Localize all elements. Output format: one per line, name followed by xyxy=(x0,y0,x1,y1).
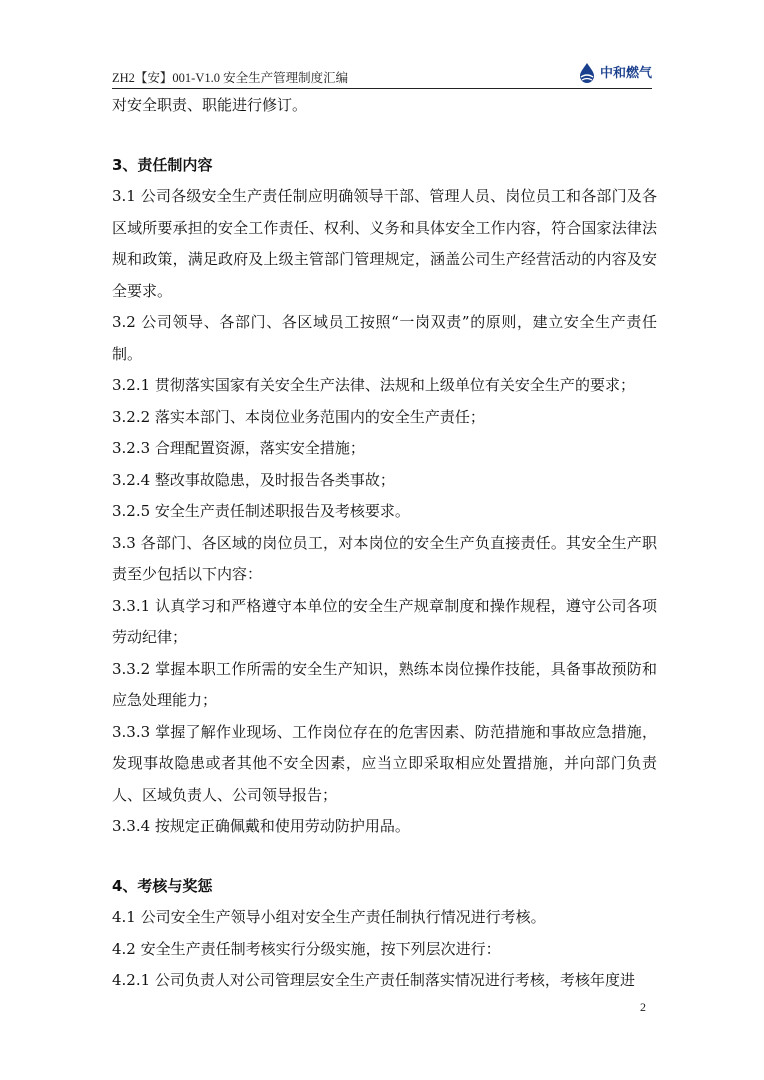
company-logo xyxy=(577,60,652,86)
paragraph: 3.3 各部门、各区域的岗位员工，对本岗位的安全生产负直接责任。其安全生产职责至少包括以下内容： xyxy=(112,533,657,583)
document-title: ZH2【安】001-V1.0 安全生产管理制度汇编 xyxy=(112,71,349,85)
paragraph: 3.3.1 认真学习和严格遵守本单位的安全生产规章制度和操作规程，遵守公司各项劳动纪律； xyxy=(112,596,657,646)
paragraph: 3.2.2 落实本部门、本岗位业务范围内的安全生产责任； xyxy=(112,407,485,426)
section-heading: 4、考核与奖惩 xyxy=(112,876,213,895)
page-number: 2 xyxy=(640,1000,646,1014)
paragraph: 3.2.4 整改事故隐患，及时报告各类事故； xyxy=(112,470,395,489)
paragraph: 3.2 公司领导、各部门、各区域员工按照“一岗双责”的原则，建立安全生产责任制。 xyxy=(112,313,657,363)
header-divider xyxy=(112,88,652,89)
paragraph: 3.2.3 合理配置资源，落实安全措施； xyxy=(112,439,365,457)
page-header xyxy=(112,60,652,90)
paragraph: 3.3.2 掌握本职工作所需的安全生产知识，熟练本岗位操作技能，具备事故预防和应急处理能力； xyxy=(112,659,657,709)
paragraph: 4.1 公司安全生产领导小组对安全生产责任制执行情况进行考核。 xyxy=(112,908,546,926)
paragraph: 4.2.1 公司负责人对公司管理层安全生产责任制落实情况进行考核，考核年度进 xyxy=(112,971,635,989)
logo-wordmark: 中和燃气 xyxy=(599,65,652,81)
section-gap xyxy=(112,122,657,150)
section-heading: 3、责任制内容 xyxy=(112,155,213,174)
paragraph: 3.1 公司各级安全生产责任制应明确领导干部、管理人员、岗位员工和各部门及各区域所要承担的安全工作责任、权利、义务和具体安全工作内容，符合国家法律法规和政策，满足政府及上级主管部门管理规定，涵盖公司生产经营活动的内容及安全要求。 xyxy=(112,187,657,300)
paragraph: 3.2.5 安全生产责任制述职报告及考核要求。 xyxy=(112,502,410,520)
paragraph: 3.3.3 掌握了解作业现场、工作岗位存在的危害因素、防范措施和事故应急措施，发现事故隐患或者其他不安全因素，应当立即采取相应处置措施，并向部门负责人、区域负责人、公司领导报告； xyxy=(112,722,657,804)
flame-drop-icon xyxy=(577,62,597,84)
paragraph: 4.2 安全生产责任制考核实行分级实施，按下列层次进行： xyxy=(112,939,501,958)
paragraph: 3.2.1 贯彻落实国家有关安全生产法律、法规和上级单位有关安全生产的要求； xyxy=(112,376,635,394)
paragraph: 3.3.4 按规定正确佩戴和使用劳动防护用品。 xyxy=(112,817,410,835)
paragraph: 对安全职责、职能进行修订。 xyxy=(112,96,308,114)
document-body xyxy=(112,90,657,997)
section-gap xyxy=(112,843,657,871)
